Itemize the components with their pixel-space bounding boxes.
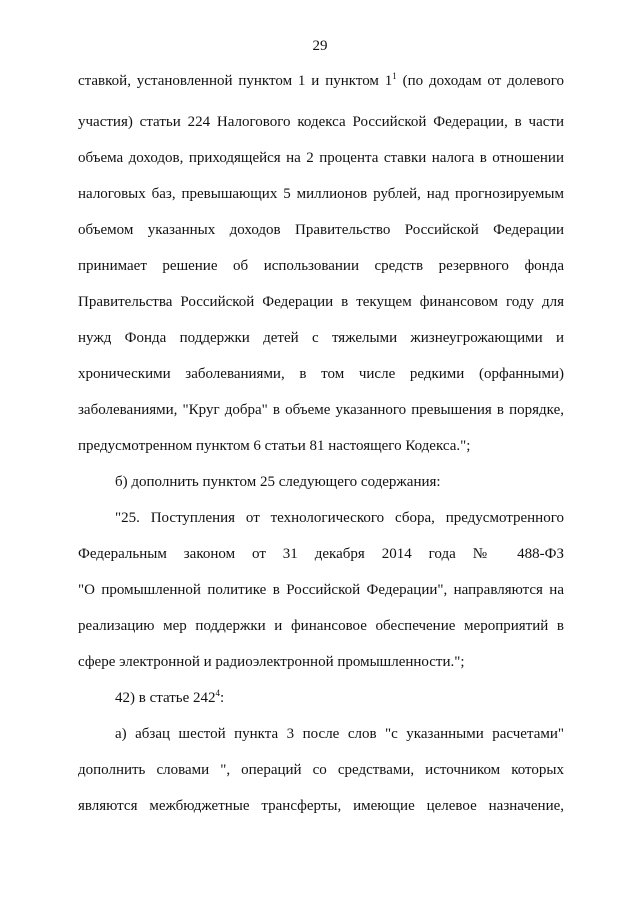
text-line: заболеваниями, "Круг добра" в объеме указанного превышения в порядке, <box>78 402 564 418</box>
text-line: участия) статьи 224 Налогового кодекса Российской Федерации, в части <box>78 114 564 130</box>
text-line: нужд Фонда поддержки детей с тяжелыми жизнеугрожающими и <box>78 330 564 346</box>
superscript: 4 <box>215 688 221 698</box>
text-segment: 42) в статье 242 <box>115 690 216 706</box>
text-line: дополнить словами ", операций со средствами, источником которых <box>78 762 564 778</box>
text-line: б) дополнить пунктом 25 следующего содержания: <box>115 474 441 490</box>
text-line: предусмотренном пунктом 6 статьи 81 настоящего Кодекса."; <box>78 438 471 454</box>
text-line: Федеральным законом от 31 декабря 2014 года № 488-ФЗ <box>78 546 564 562</box>
text-line: принимает решение об использовании средств резервного фонда <box>78 258 564 274</box>
text-line: объемом указанных доходов Правительство Российской Федерации <box>78 222 564 238</box>
text-line: а) абзац шестой пункта 3 после слов "с указанными расчетами" <box>115 726 564 742</box>
text-line: реализацию мер поддержки и финансовое обеспечение мероприятий в <box>78 618 564 634</box>
text-line: "О промышленной политике в Российской Федерации", направляются на <box>78 582 564 598</box>
superscript: 1 <box>392 71 397 81</box>
page-number: 29 <box>312 38 328 54</box>
text-line: Правительства Российской Федерации в текущем финансовом году для <box>78 294 564 310</box>
text-line: "25. Поступления от технологического сбора, предусмотренного <box>115 510 564 526</box>
text-line: объема доходов, приходящейся на 2 процента ставки налога в отношении <box>78 150 564 166</box>
text-line <box>115 688 564 708</box>
text-segment: ставкой, установленной пунктом 1 и пунктом 1 <box>78 73 393 89</box>
text-line: хроническими заболеваниями, в том числе редкими (орфанными) <box>78 366 564 382</box>
text-line: являются межбюджетные трансферты, имеющие целевое назначение, <box>78 798 564 814</box>
text-segment: : <box>220 690 225 706</box>
text-line: налоговых баз, превышающих 5 миллионов рублей, над прогнозируемым <box>78 186 564 202</box>
text-segment: (по доходам от долевого <box>396 73 564 89</box>
text-line: сфере электронной и радиоэлектронной промышленности."; <box>78 654 465 670</box>
text-line <box>78 71 564 91</box>
